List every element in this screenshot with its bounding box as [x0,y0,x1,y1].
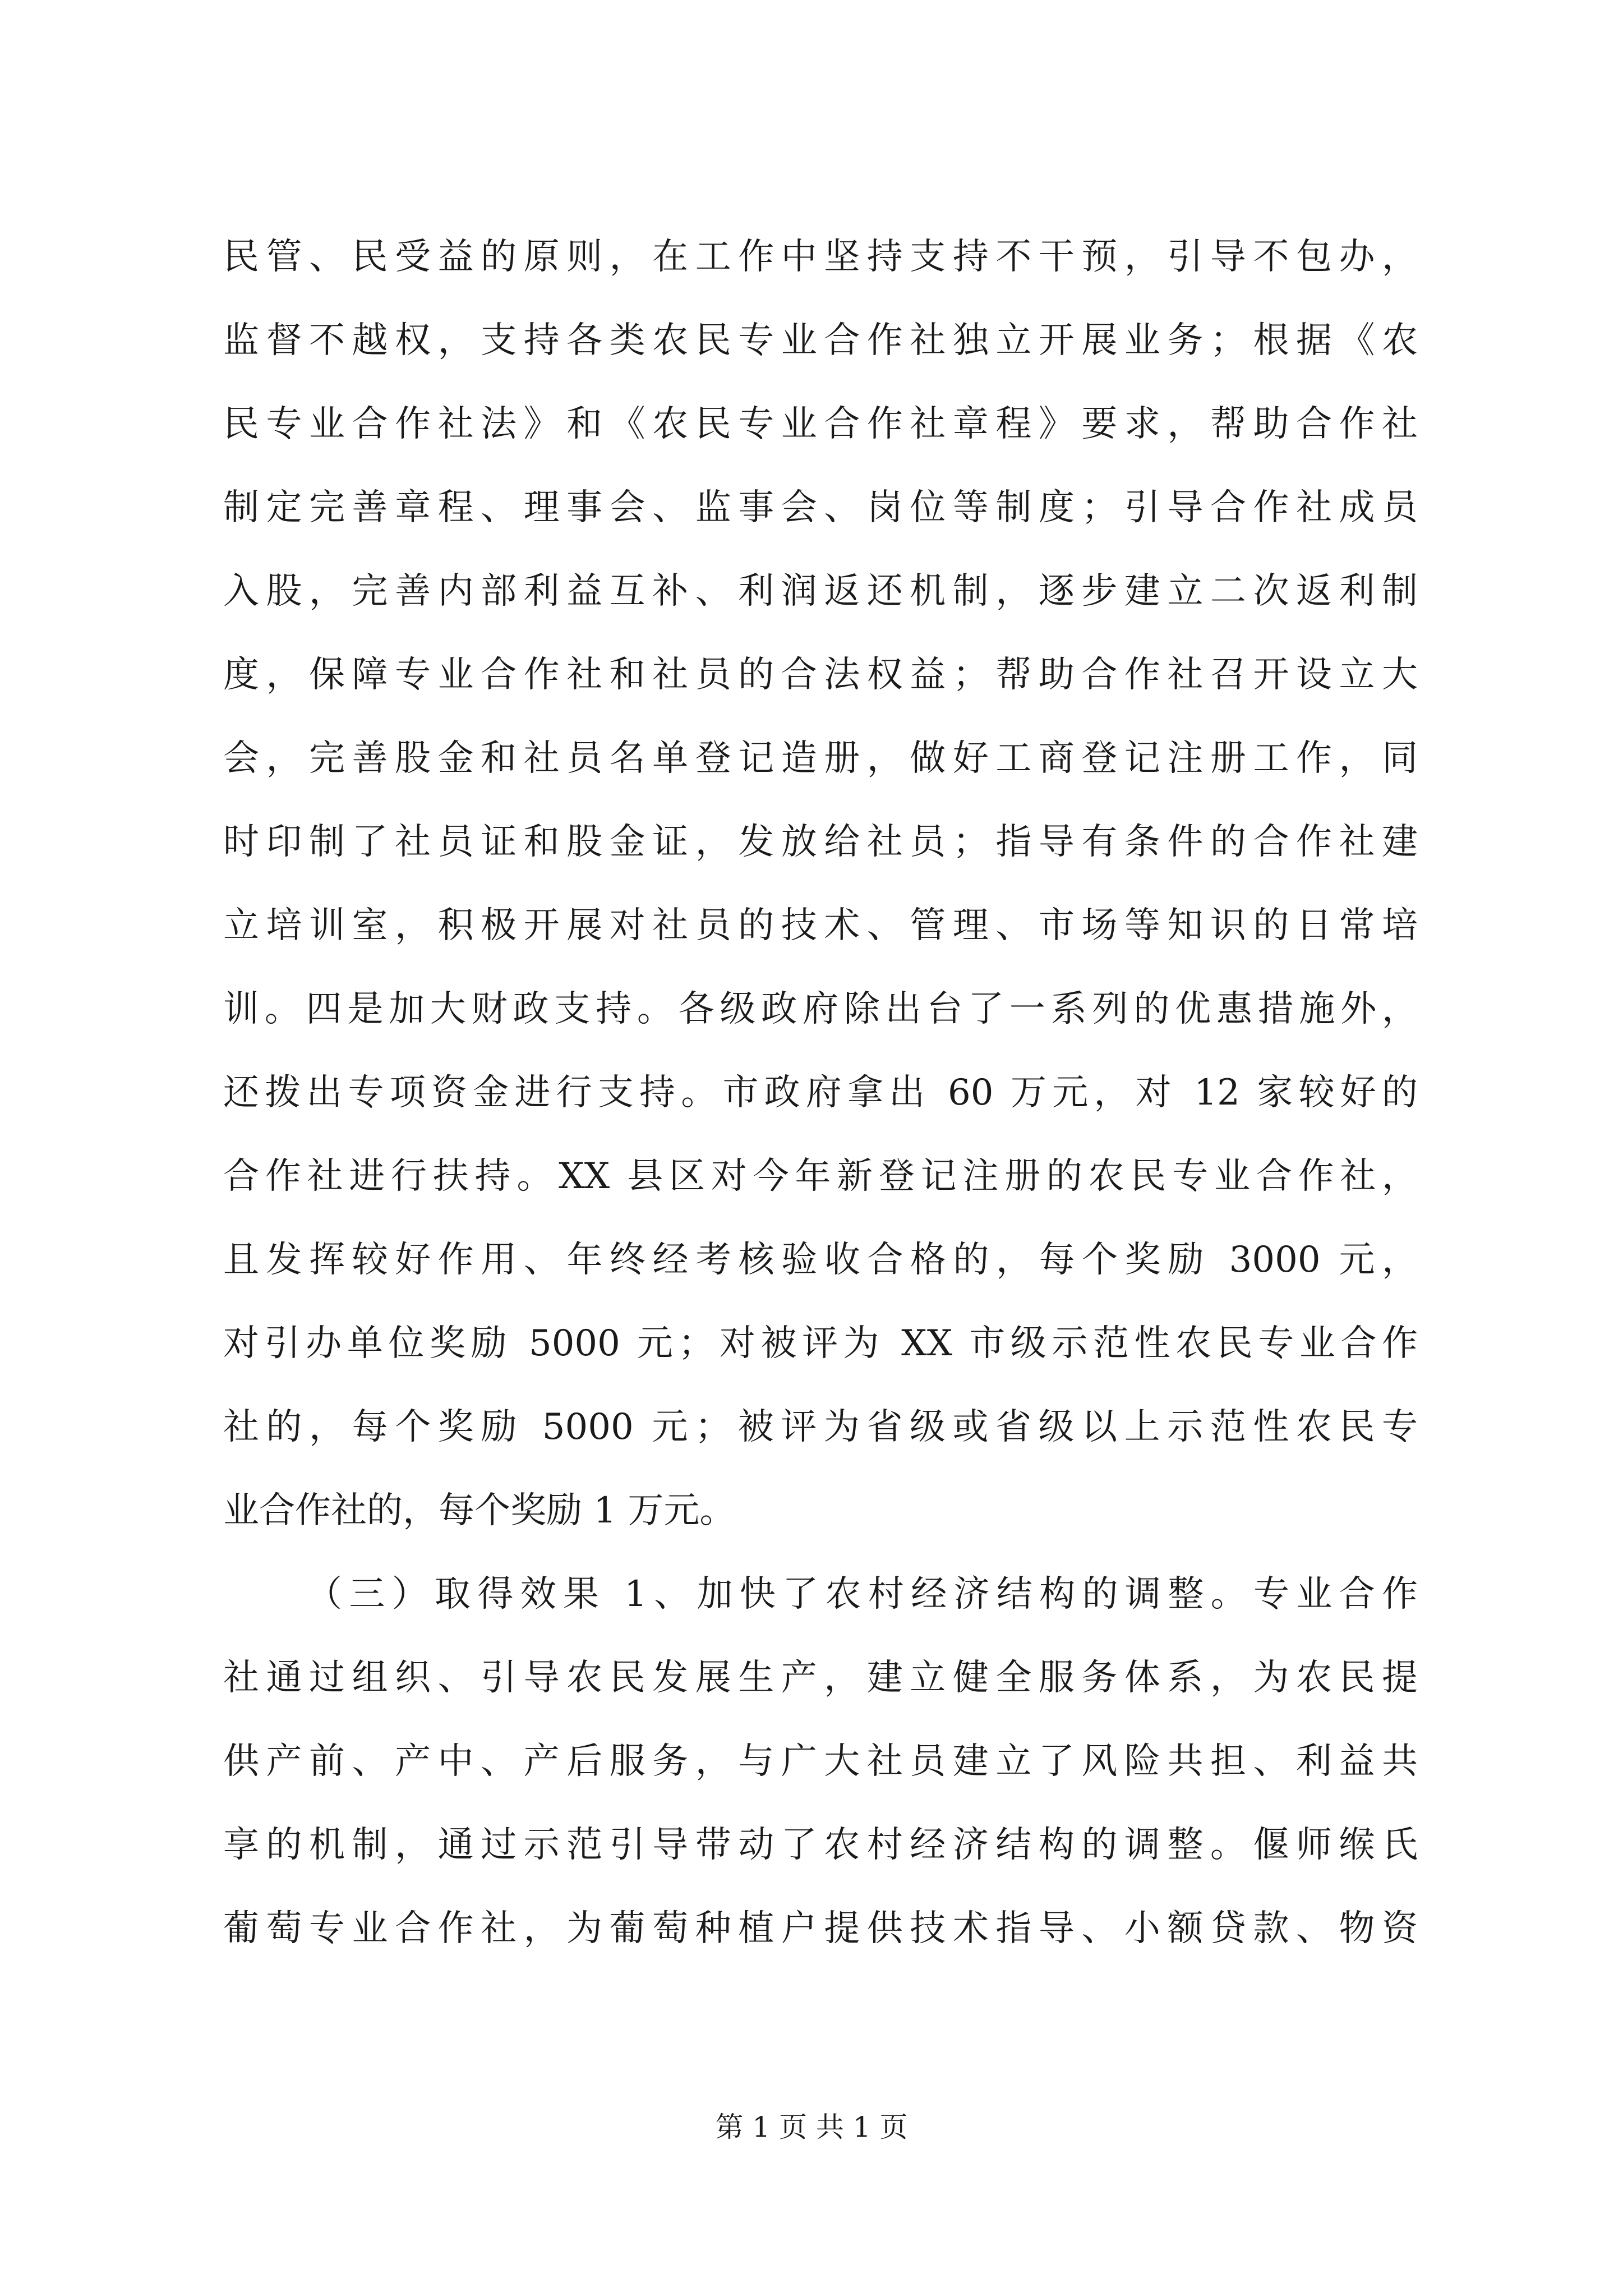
text-line: 监督不越权，支持各类农民专业合作社独立开展业务；根据《农 [223,320,1418,361]
text-line: 社通过组织、引导农民发展生产，建立健全服务体系，为农民提 [223,1657,1418,1699]
text-line: 供产前、产中、产后服务，与广大社员建立了风险共担、利益共 [223,1741,1418,1782]
text-line: 民管、民受益的原则，在工作中坚持支持不干预，引导不包办， [223,236,1418,278]
text-line: 且发挥较好作用、年终经考核验收合格的，每个奖励 3000 元， [223,1239,1418,1281]
text-line: 训。四是加大财政支持。各级政府除出台了一系列的优惠措施外， [223,988,1418,1030]
text-line: 会，完善股金和社员名单登记造册，做好工商登记注册工作，同 [223,738,1418,779]
page-footer: 第 1 页 共 1 页 [715,2111,908,2143]
text-line: 还拨出专项资金进行支持。市政府拿出 60 万元，对 12 家较好的 [223,1072,1418,1114]
text-line: 度，保障专业合作社和社员的合法权益；帮助合作社召开设立大 [223,654,1418,696]
text-line: 享的机制，通过示范引导带动了农村经济结构的调整。偃师缑氏 [223,1824,1418,1866]
text-line: 时印制了社员证和股金证，发放给社员；指导有条件的合作社建 [223,821,1418,863]
text-line: 合作社进行扶持。XX 县区对今年新登记注册的农民专业合作社， [223,1156,1418,1197]
body-text [223,215,1418,1971]
text-line: 民专业合作社法》和《农民专业合作社章程》要求，帮助合作社 [223,403,1418,445]
text-line: 葡萄专业合作社，为葡萄种植户提供技术指导、小额贷款、物资 [223,1908,1418,1949]
text-line: 入股，完善内部利益互补、利润返还机制，逐步建立二次返利制 [223,570,1418,612]
text-line: 立培训室，积极开展对社员的技术、管理、市场等知识的日常培 [223,905,1418,946]
text-line: 社的，每个奖励 5000 元；被评为省级或省级以上示范性农民专 [223,1406,1418,1448]
section-heading-line: （三）取得效果 1、加快了农村经济结构的调整。专业合作 [306,1573,1418,1615]
text-line: 对引办单位奖励 5000 元；对被评为 XX 市级示范性农民专业合作 [223,1323,1418,1364]
text-line: 制定完善章程、理事会、监事会、岗位等制度；引导合作社成员 [223,487,1418,528]
text-line: 业合作社的，每个奖励 1 万元。 [223,1490,736,1531]
